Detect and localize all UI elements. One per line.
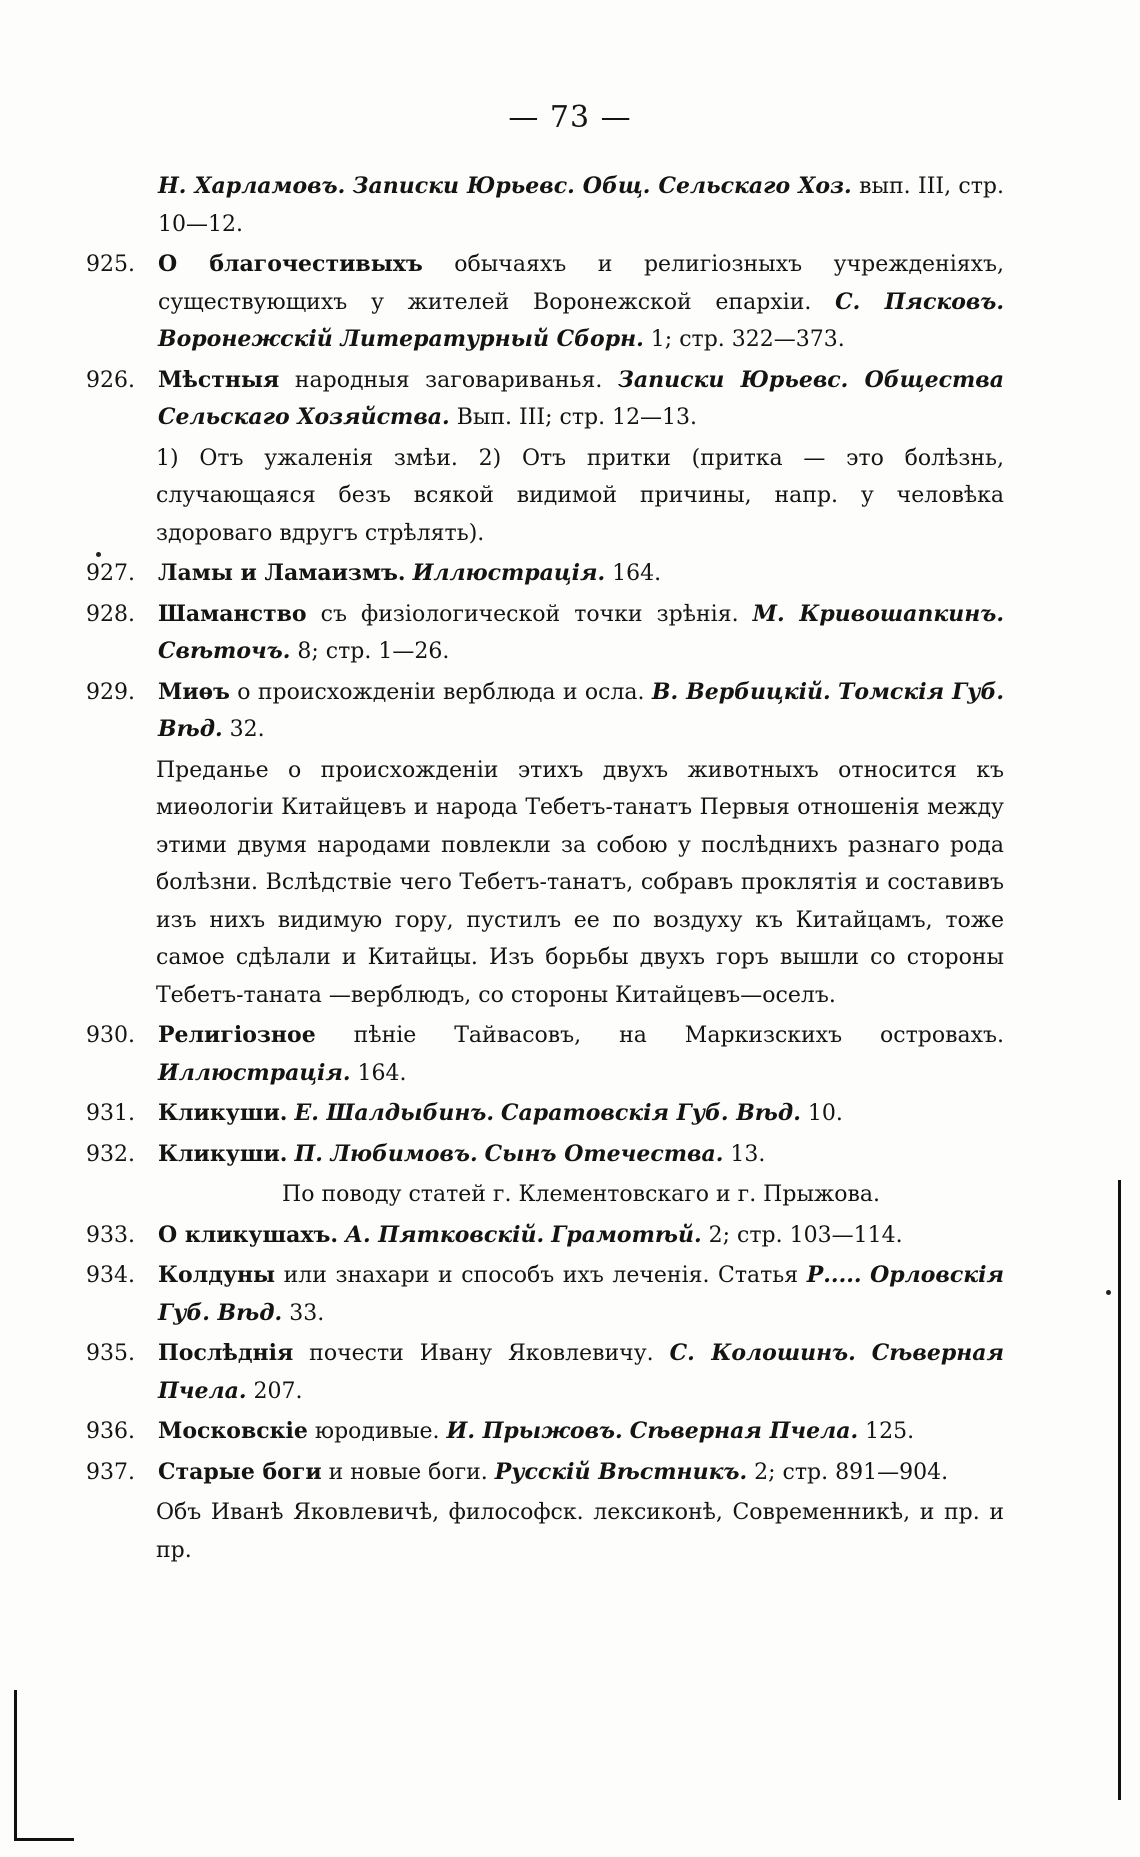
entry-journal: Томскія Губ. Вѣд. (158, 678, 1004, 742)
speck-mark (96, 552, 101, 557)
entry-body: о происхожденіи верблюда и осла. (237, 679, 645, 705)
entry-title: О кликушахъ. (158, 1221, 339, 1248)
bibliography-entry (86, 246, 1004, 359)
entry-journal: Орловскія Губ. Вѣд. (158, 1262, 1005, 1326)
entry-author: А. Пятковскій. (345, 1221, 545, 1248)
entry-author: Н. Харламовъ. (158, 173, 346, 199)
entry-details: 164. (612, 561, 662, 586)
entry-details: 164. (357, 1060, 407, 1086)
entry-title: О благочестивыхъ (158, 251, 423, 277)
entry-number: 936. (86, 1419, 135, 1444)
bibliography-entry (86, 168, 1004, 243)
entry-details: 13. (730, 1141, 766, 1167)
entry-number: 926. (86, 367, 135, 393)
entry-details: 8; стр. 1—26. (297, 639, 450, 664)
entry-author: С. Пясковъ. (835, 288, 1005, 315)
entry-journal: Иллюстрація. (412, 560, 606, 586)
entry-details: вып. III, стр. 10—12. (158, 174, 1005, 237)
entry-author: В. Вербицкій. (651, 678, 831, 705)
entry-title: Кликуши. (158, 1140, 288, 1167)
entry-title: Миѳъ (158, 678, 230, 705)
bibliography-entry (86, 1413, 1004, 1451)
entry-journal: Русскій Вѣстникъ. (494, 1458, 748, 1485)
entry-note: 1) Отъ ужаленія змѣи. 2) Отъ притки (притка — это болѣзнь, случающаяся безъ всякой видимой причины, напр. у человѣка здороваго вдругъ стрѣлять). (156, 445, 1004, 546)
entry-number: 930. (86, 1023, 135, 1048)
entry-journal: Записки Юрьевс. Общ. Сельскаго Хоз. (352, 173, 852, 199)
right-margin-line (1118, 1180, 1121, 1800)
entry-journal: Воронежскій Литературный Сборн. (158, 326, 644, 352)
entry-number: 935. (86, 1341, 135, 1366)
entry-number: 925. (86, 252, 135, 277)
entry-note: По поводу статей г. Клементовскаго и г. Прыжова. (282, 1182, 880, 1207)
entry-author: И. Прыжовъ. (446, 1418, 623, 1444)
entry-author: С. Колошинъ. (669, 1340, 856, 1366)
entry-details: 2; стр. 891—904. (754, 1459, 949, 1485)
bottom-margin-line (14, 1838, 74, 1841)
entry-note: Преданье о происхожденіи этихъ двухъ животныхъ относится къ миѳологіи Китайцевъ и народа Тебетъ-танатъ Первыя отношенія между этими двумя народами повлекли за собою у послѣднихъ разнаго рода болѣзни. Вслѣдствіе чего Тебетъ-танатъ, собравъ проклятія и составивъ изъ нихъ видимую гору, пустилъ ее по воздуху къ Китайцамъ, тоже самое сдѣлали и Китайцы. Изъ борьбы двухъ горъ вышли со стороны Тебетъ-таната —верблюдъ, со стороны Китайцевъ—оселъ. (156, 757, 1004, 1008)
entry-details: 32. (229, 717, 265, 742)
entry-body: почести Ивану Яковлевичу. (309, 1341, 654, 1366)
entry-details: Вып. III; стр. 12—13. (456, 405, 698, 430)
bibliography-entry (86, 596, 1004, 671)
bibliography-entry (86, 1017, 1004, 1092)
entry-title: Религіозное (158, 1022, 316, 1048)
entry-body: народныя заговариванья. (294, 367, 603, 393)
entry-details: 2; стр. 103—114. (708, 1222, 903, 1248)
bibliography-entry (86, 362, 1004, 437)
entry-title: Мѣстныя (158, 366, 280, 393)
entry-title: Колдуны (158, 1262, 276, 1288)
entry-number: 932. (86, 1141, 135, 1167)
entry-title: Послѣднія (158, 1340, 294, 1366)
entry-title: Шаманство (158, 600, 307, 627)
entry-number: 927. (86, 561, 135, 586)
entry-journal: Записки Юрьевс. Общества Сельскаго Хозяйства. (158, 366, 1004, 430)
entry-details: 207. (253, 1378, 303, 1404)
entry-note: Объ Иванѣ Яковлевичѣ, философск. лексиконѣ, Современникѣ, и пр. и пр. (156, 1500, 1004, 1563)
entry-number: 929. (86, 679, 135, 705)
bibliography-entry (86, 555, 1004, 593)
entry-title: Старые боги (158, 1458, 322, 1485)
entry-body: пѣніе Тайвасовъ, на Маркизскихъ островахъ. (353, 1023, 1004, 1048)
entry-body: юродивые. (314, 1419, 440, 1444)
entry-author: Е. Шалдыбинъ. (294, 1100, 495, 1126)
entry-number: 928. (86, 601, 135, 627)
entry-details: 33. (289, 1300, 325, 1326)
entry-title: Кликуши. (158, 1100, 288, 1126)
entry-number: 933. (86, 1222, 135, 1248)
entry-author: М. Кривошапкинъ. (752, 600, 1004, 627)
bibliography-entry (86, 1217, 1004, 1255)
entry-journal: Сынъ Отечества. (484, 1140, 724, 1167)
entry-journal: Сѣверная Пчела. (629, 1418, 859, 1444)
left-margin-line (14, 1690, 17, 1840)
entry-journal: Иллюстрація. (158, 1059, 351, 1086)
entry-title: Московскіе (158, 1418, 308, 1444)
entry-number: 931. (86, 1101, 135, 1126)
entry-details: 125. (865, 1419, 915, 1444)
entry-body: съ физіологической точки зрѣнія. (320, 601, 739, 627)
bibliography-entry (86, 1335, 1004, 1410)
speck-mark (1106, 1290, 1111, 1295)
entry-author: П. Любимовъ. (294, 1140, 478, 1167)
entry-details: 10. (807, 1101, 843, 1126)
entry-body: и новые боги. (328, 1459, 488, 1485)
entry-author: Р..... (806, 1262, 862, 1288)
entry-journal: Свѣточъ. (158, 638, 291, 664)
bibliography-entry (86, 1257, 1004, 1332)
entry-journal: Саратовскія Губ. Вѣд. (501, 1100, 801, 1126)
entry-number: 934. (86, 1263, 135, 1288)
entry-title: Ламы и Ламаизмъ. (158, 560, 406, 586)
entry-journal: Сѣверная Пчела. (158, 1340, 1005, 1404)
bibliography-entry (86, 1454, 1004, 1492)
entry-details: 1; стр. 322—373. (650, 327, 845, 352)
entry-journal: Грамотѣй. (551, 1221, 702, 1248)
bibliography-entry (86, 1095, 1004, 1133)
bibliography-list (86, 168, 1004, 1572)
entry-body: или знахари и способъ ихъ леченія. Статья (283, 1263, 799, 1288)
bibliography-entry (86, 674, 1004, 749)
bibliography-entry (86, 1136, 1004, 1174)
entry-number: 937. (86, 1459, 135, 1485)
page-number: — 73 — (508, 100, 632, 135)
entry-body: обычаяхъ и религіозныхъ учрежденіяхъ, существующихъ у жителей Воронежской епархіи. (158, 252, 1005, 315)
